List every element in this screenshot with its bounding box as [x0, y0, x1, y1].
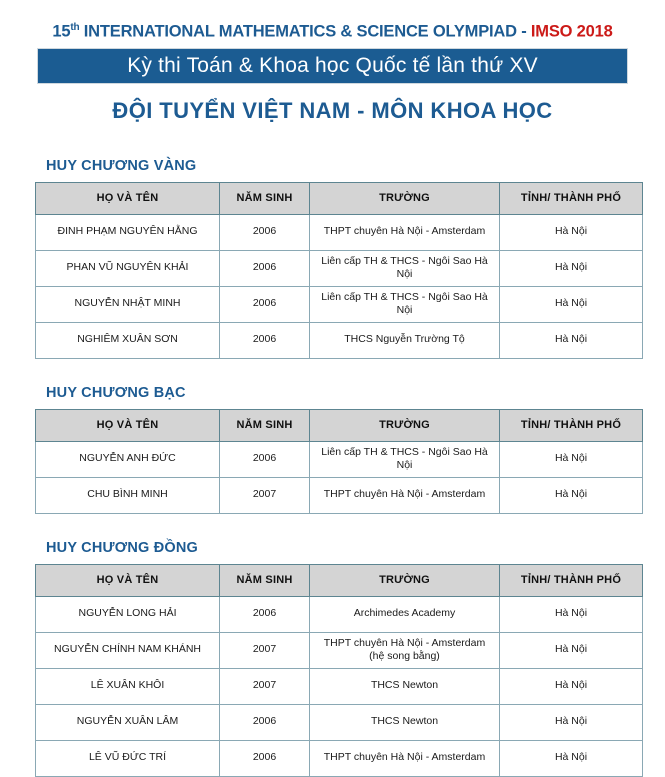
cell-school: Liên cấp TH & THCS - Ngôi Sao Hà Nội	[310, 286, 500, 322]
event-name: INTERNATIONAL MATHEMATICS & SCIENCE OLYMPIAD -	[79, 22, 531, 41]
event-title-line	[0, 22, 665, 42]
event-subtitle-banner: Kỳ thi Toán & Khoa học Quốc tế lần thứ XV	[37, 48, 628, 84]
section-title: HUY CHƯƠNG ĐỒNG	[46, 539, 199, 556]
column-header: HỌ VÀ TÊN	[36, 409, 220, 441]
cell-school: THCS Newton	[310, 704, 500, 740]
cell-school: THPT chuyên Hà Nội - Amsterdam	[310, 740, 500, 776]
cell-city: Hà Nội	[500, 740, 643, 776]
cell-year: 2006	[220, 441, 310, 477]
table-row	[36, 322, 643, 358]
table-row	[36, 214, 643, 250]
column-header: NĂM SINH	[220, 409, 310, 441]
cell-year: 2007	[220, 668, 310, 704]
medal-table	[35, 182, 643, 359]
column-header: NĂM SINH	[220, 182, 310, 214]
cell-school: THPT chuyên Hà Nội - Amsterdam (hệ song bằng)	[310, 632, 500, 668]
cell-city: Hà Nội	[500, 632, 643, 668]
medal-sections	[0, 158, 665, 777]
cell-school: THCS Nguyễn Trường Tộ	[310, 322, 500, 358]
cell-year: 2007	[220, 632, 310, 668]
cell-name: NGUYỄN CHÍNH NAM KHÁNH	[36, 632, 220, 668]
event-acronym-year: IMSO 2018	[530, 22, 613, 41]
cell-name: PHAN VŨ NGUYÊN KHẢI	[36, 250, 220, 286]
cell-city: Hà Nội	[500, 214, 643, 250]
column-header: TRƯỜNG	[310, 564, 500, 596]
column-header: HỌ VÀ TÊN	[36, 564, 220, 596]
column-header: TỈNH/ THÀNH PHỐ	[500, 182, 643, 214]
table-row	[36, 632, 643, 668]
cell-year: 2006	[220, 596, 310, 632]
cell-city: Hà Nội	[500, 668, 643, 704]
cell-name: CHU BÌNH MINH	[36, 477, 220, 513]
table-row	[36, 441, 643, 477]
column-header: NĂM SINH	[220, 564, 310, 596]
page-header	[0, 0, 665, 124]
cell-name: NGUYỄN LONG HẢI	[36, 596, 220, 632]
cell-city: Hà Nội	[500, 441, 643, 477]
cell-name: NGUYỄN ANH ĐỨC	[36, 441, 220, 477]
medal-section	[0, 385, 665, 514]
cell-city: Hà Nội	[500, 596, 643, 632]
cell-school: THPT chuyên Hà Nội - Amsterdam	[310, 214, 500, 250]
section-title: HUY CHƯƠNG BẠC	[46, 384, 186, 401]
column-header: HỌ VÀ TÊN	[36, 182, 220, 214]
cell-name: NGUYỄN NHẬT MINH	[36, 286, 220, 322]
column-header: TỈNH/ THÀNH PHỐ	[500, 564, 643, 596]
edition-number: 15	[52, 22, 71, 41]
cell-name: LÊ XUÂN KHÔI	[36, 668, 220, 704]
table-row	[36, 250, 643, 286]
cell-year: 2006	[220, 740, 310, 776]
section-title: HUY CHƯƠNG VÀNG	[46, 157, 197, 174]
table-header-row	[36, 564, 643, 596]
table-row	[36, 740, 643, 776]
table-row	[36, 286, 643, 322]
cell-name: LÊ VŨ ĐỨC TRÍ	[36, 740, 220, 776]
table-header-row	[36, 182, 643, 214]
cell-city: Hà Nội	[500, 704, 643, 740]
table-row	[36, 704, 643, 740]
column-header: TRƯỜNG	[310, 182, 500, 214]
cell-year: 2006	[220, 214, 310, 250]
medal-section	[0, 540, 665, 777]
table-row	[36, 668, 643, 704]
cell-year: 2006	[220, 250, 310, 286]
medal-section	[0, 158, 665, 359]
edition-ordinal-suffix: th	[70, 22, 80, 33]
cell-city: Hà Nội	[500, 286, 643, 322]
table-header-row	[36, 409, 643, 441]
cell-school: THPT chuyên Hà Nội - Amsterdam	[310, 477, 500, 513]
cell-year: 2006	[220, 322, 310, 358]
cell-name: ĐINH PHẠM NGUYÊN HẰNG	[36, 214, 220, 250]
cell-name: NGHIÊM XUÂN SƠN	[36, 322, 220, 358]
cell-city: Hà Nội	[500, 250, 643, 286]
cell-school: Liên cấp TH & THCS - Ngôi Sao Hà Nội	[310, 441, 500, 477]
cell-school: Liên cấp TH & THCS - Ngôi Sao Hà Nội	[310, 250, 500, 286]
column-header: TỈNH/ THÀNH PHỐ	[500, 409, 643, 441]
cell-school: Archimedes Academy	[310, 596, 500, 632]
cell-year: 2007	[220, 477, 310, 513]
cell-name: NGUYỄN XUÂN LÂM	[36, 704, 220, 740]
cell-year: 2006	[220, 286, 310, 322]
medal-table	[35, 564, 643, 777]
cell-school: THCS Newton	[310, 668, 500, 704]
table-row	[36, 477, 643, 513]
column-header: TRƯỜNG	[310, 409, 500, 441]
cell-city: Hà Nội	[500, 322, 643, 358]
cell-city: Hà Nội	[500, 477, 643, 513]
page-title: ĐỘI TUYỂN VIỆT NAM - MÔN KHOA HỌC	[112, 97, 553, 123]
cell-year: 2006	[220, 704, 310, 740]
medal-table	[35, 409, 643, 514]
table-row	[36, 596, 643, 632]
